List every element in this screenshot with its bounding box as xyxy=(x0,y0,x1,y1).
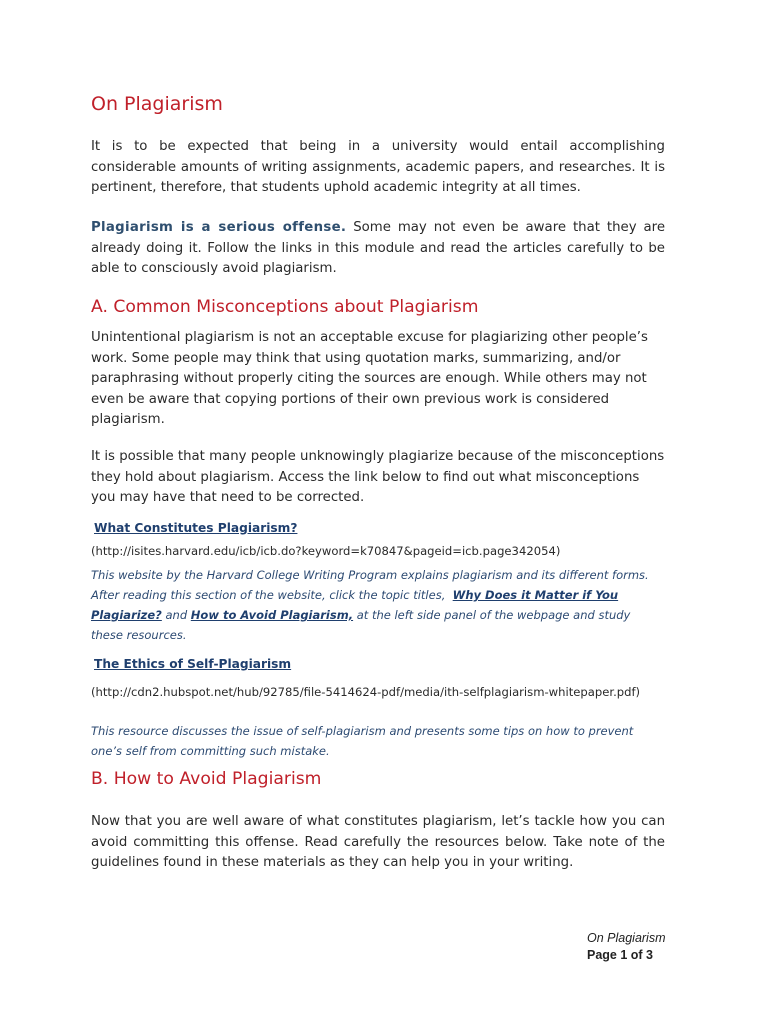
intro-paragraph: It is to be expected that being in a university would entail accomplishing considerable amounts of writing assignments, academic papers, and researches. It is pertinent, therefore, that students uphold academic integrity at all times. xyxy=(91,139,665,195)
resource-description-part-1: This website by the Harvard College Writing Program explains plagiarism and its different forms. After reading this section of the website, click the topic titles, xyxy=(91,568,649,602)
resource-link-what-constitutes-plagiarism[interactable]: What Constitutes Plagiarism? xyxy=(94,521,298,535)
resource-url-hubspot: (http://cdn2.hubspot.net/hub/92785/file-5414624-pdf/media/ith-selfplagiarism-whitepaper.pdf) xyxy=(91,685,641,699)
resource-description-part-2: and xyxy=(161,608,191,622)
section-b-heading: B. How to Avoid Plagiarism xyxy=(91,769,322,789)
section-b-paragraph-1: Now that you are well aware of what constitutes plagiarism, let’s tackle how you can avoid committing this offense. Read carefully the resources below. Take note of the guidelines found in these materials as they can help you in your writing. xyxy=(91,814,665,870)
footer-page-number: Page 1 of 3 xyxy=(587,948,653,962)
warning-rest: Some may not even be aware that they are already doing it. Follow the links in this module and read the articles carefully to be able to consciously avoid plagiarism. xyxy=(91,220,665,276)
resource-link-ethics-of-self-plagiarism[interactable]: The Ethics of Self-Plagiarism xyxy=(94,657,292,671)
resource-url-harvard: (http://isites.harvard.edu/icb/icb.do?keyword=k70847&pageid=icb.page342054) xyxy=(91,544,561,558)
warning-lead: Plagiarism is a serious offense. xyxy=(91,220,347,235)
resource-description-self-plagiarism: This resource discusses the issue of self-plagiarism and presents some tips on how to prevent one’s self from committing such mistake. xyxy=(91,724,634,758)
link-why-does-it-matter[interactable]: Why Does it Matter if You Plagiarize? xyxy=(91,588,619,622)
document-title: On Plagiarism xyxy=(91,93,223,115)
warning-paragraph xyxy=(91,218,665,280)
section-a-heading: A. Common Misconceptions about Plagiarism xyxy=(91,297,479,317)
resource-description-part-3: at the left side panel of the webpage and study these resources. xyxy=(91,608,631,642)
resource-description-harvard xyxy=(91,565,665,645)
footer-title: On Plagiarism xyxy=(587,931,666,945)
link-how-to-avoid-plagiarism[interactable]: How to Avoid Plagiarism, xyxy=(190,608,354,622)
section-a-paragraph-2: It is possible that many people unknowingly plagiarize because of the misconceptions they hold about plagiarism. Access the link below to find out what misconceptions you may have that need to be corrected. xyxy=(91,449,665,505)
section-a-paragraph-1: Unintentional plagiarism is not an acceptable excuse for plagiarizing other people’s work. Some people may think that using quotation marks, summarizing, and/or paraphrasing without properly citing the sources are enough. While others may not even be aware that copying portions of their own previous work is considered plagiarism. xyxy=(91,330,648,427)
